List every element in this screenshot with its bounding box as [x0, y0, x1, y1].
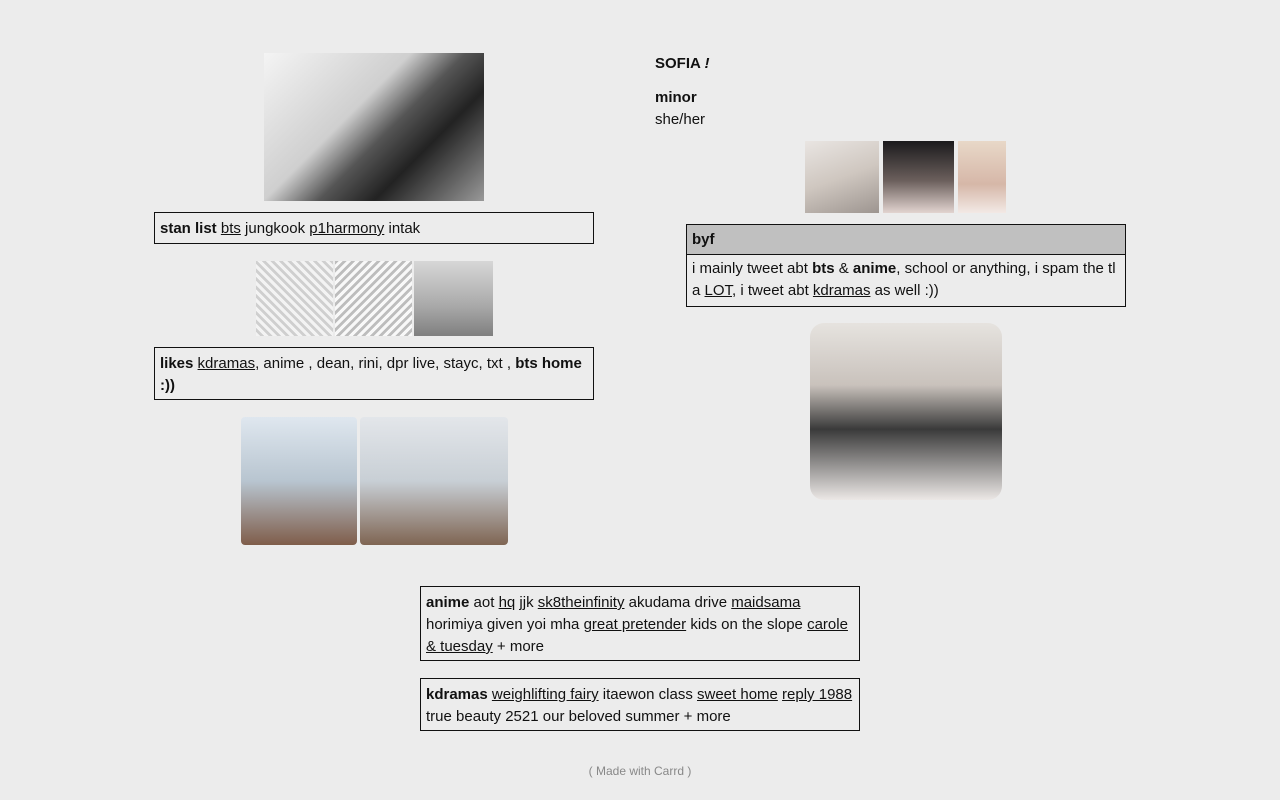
anime-box: anime aot hq jjk sk8theinfinity akudama drive maidsama horimiya given yoi mha great pretender kids on the slope carole & tuesday + more [420, 586, 860, 661]
group-photo-image [810, 323, 1002, 500]
stan-link-bts[interactable]: bts [220, 220, 241, 237]
anime-link-maidsama[interactable]: maidsama [731, 594, 801, 611]
member-photo-2 [883, 141, 954, 213]
anime-link-great-pretender[interactable]: great pretender [583, 616, 687, 633]
manga-panel-image-2 [335, 261, 412, 336]
anime-title: anime [426, 594, 470, 611]
likes-text: , anime , dean, rini, dpr live, stayc, txt , [255, 355, 512, 372]
age-label: minor [655, 89, 697, 106]
kdramas-title: kdramas [426, 686, 488, 703]
anime-link-hq[interactable]: hq [498, 594, 516, 611]
byf-link-lot[interactable]: LOT [704, 282, 733, 299]
likes-link-kdramas[interactable]: kdramas [197, 355, 256, 372]
member-photo-3 [958, 141, 1006, 213]
byf-bold-bts: bts [812, 260, 835, 277]
photo-camera-image [241, 417, 357, 545]
byf-body: i mainly tweet abt bts & anime, school or anything, i spam the tl a LOT, i tweet abt kdramas as well :)) [692, 260, 1116, 299]
pronouns: she/her [655, 111, 706, 128]
profile-name: SOFIA ! [655, 55, 710, 72]
manga-panel-image-3 [414, 261, 493, 336]
stan-item-intak: intak [388, 220, 421, 237]
byf-link-kdramas[interactable]: kdramas [812, 282, 871, 299]
likes-bold-end: bts home :)) [160, 355, 582, 394]
member-photo-1 [805, 141, 879, 213]
footer-made-with-carrd[interactable]: ( Made with Carrd ) [588, 764, 692, 778]
byf-header [687, 225, 1125, 255]
profile-manga-image [264, 53, 484, 201]
kdrama-link-reply-1988[interactable]: reply 1988 [782, 686, 853, 703]
anime-link-sk8[interactable]: sk8theinfinity [537, 594, 625, 611]
likes-box [154, 347, 594, 400]
stan-link-p1harmony[interactable]: p1harmony [309, 220, 385, 237]
photo-scarf-image [360, 417, 508, 545]
stan-list-box [154, 212, 594, 244]
byf-bold-anime: anime [852, 260, 897, 277]
kdrama-link-sweet-home[interactable]: sweet home [697, 686, 778, 703]
stan-item-jungkook: jungkook [245, 220, 306, 237]
kdramas-box: kdramas weighlifting fairy itaewon class sweet home reply 1988 true beauty 2521 our beloved summer + more [420, 678, 860, 731]
kdrama-link-weightlifting[interactable]: weighlifting fairy [491, 686, 599, 703]
stan-list-title: stan list [160, 220, 217, 237]
manga-panel-image-1 [256, 261, 333, 336]
anime-link-carole-tuesday[interactable]: carole & tuesday [426, 616, 848, 655]
likes-title: likes [160, 355, 194, 372]
byf-box [686, 224, 1126, 307]
byf-title: byf [692, 231, 715, 248]
